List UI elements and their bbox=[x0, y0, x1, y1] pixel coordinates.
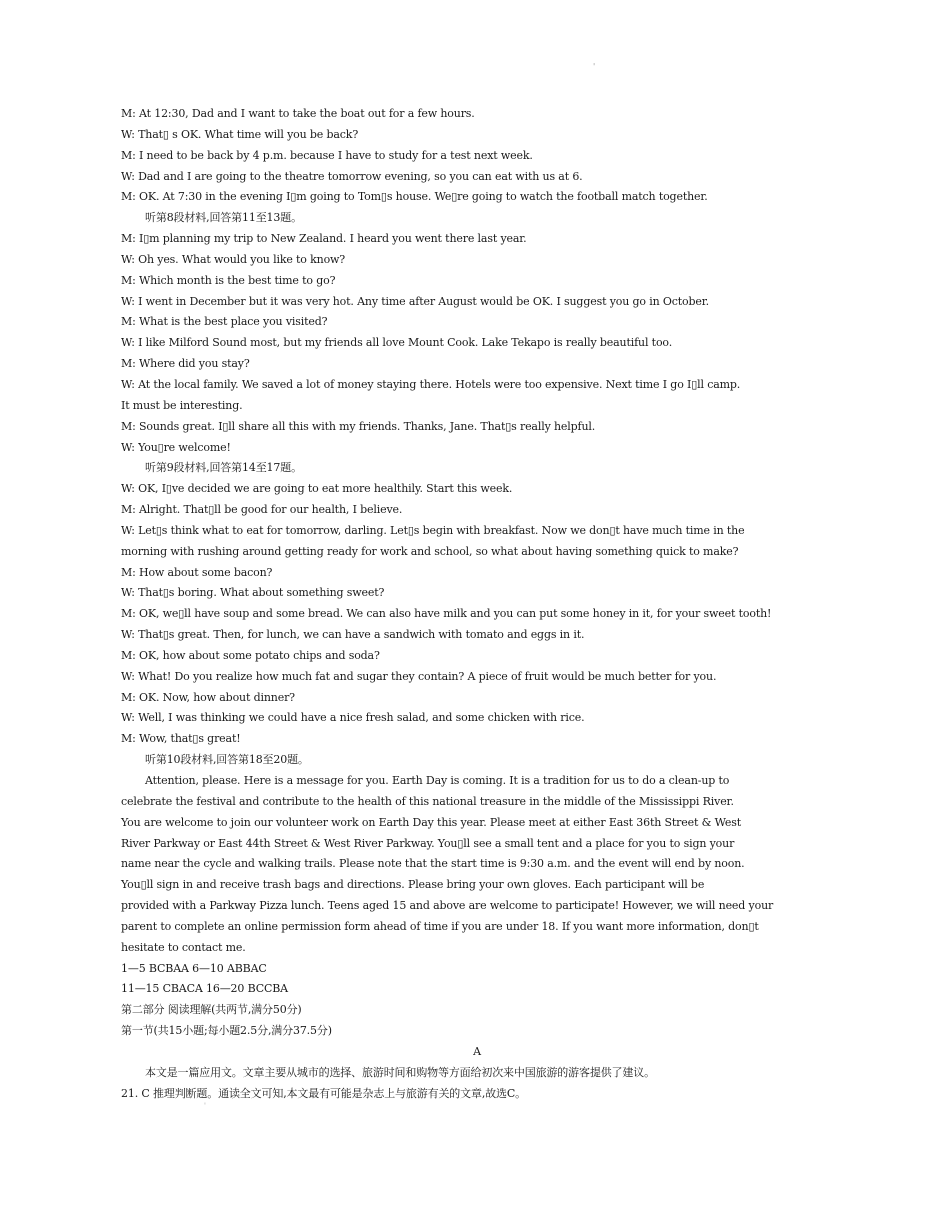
text-line: M: I need to be back by 4 p.m. because I have to study for a test next week. bbox=[121, 148, 533, 162]
text-line: M: At 12:30, Dad and I want to take the boat out for a few hours. bbox=[121, 107, 475, 120]
text-line: parent to complete an online permission form ahead of time if you are under 18. If you want more information, don▯t bbox=[121, 919, 759, 933]
text-line: 第一节(共15小题;每小题2.5分,满分37.5分) bbox=[121, 1024, 332, 1038]
scan-mark-top: ' bbox=[593, 62, 596, 71]
text-line: M: OK. At 7:30 in the evening I▯m going to Tom▯s house. We▯re going to watch the football match together. bbox=[121, 190, 708, 204]
text-line: M: Alright. That▯ll be good for our health, I believe. bbox=[121, 503, 403, 517]
text-line: M: I▯m planning my trip to New Zealand. I heard you went there last year. bbox=[121, 232, 527, 246]
text-line: W: Well, I was thinking we could have a nice fresh salad, and some chicken with rice. bbox=[121, 711, 585, 725]
text-line: 21. C 推理判断题。通读全文可知,本文最有可能是杂志上与旅游有关的文章,故选C。 bbox=[121, 1086, 527, 1100]
text-line: M: OK. Now, how about dinner? bbox=[121, 690, 295, 704]
text-line: W: Oh yes. What would you like to know? bbox=[121, 252, 346, 266]
text-line: W: That▯s great. Then, for lunch, we can have a sandwich with tomato and eggs in it. bbox=[121, 628, 585, 642]
text-line: provided with a Parkway Pizza lunch. Teens aged 15 and above are welcome to participate! However, we will need your bbox=[121, 899, 774, 913]
text-line: W: What! Do you realize how much fat and sugar they contain? A piece of fruit would be much better for you. bbox=[121, 669, 717, 683]
text-line: M: Where did you stay? bbox=[121, 357, 250, 371]
text-line: A bbox=[473, 1044, 481, 1058]
text-line: M: What is the best place you visited? bbox=[121, 315, 328, 329]
text-line: 第二部分 阅读理解(共两节,满分50分) bbox=[121, 1003, 302, 1017]
text-line: W: I like Milford Sound most, but my friends all love Mount Cook. Lake Tekapo is really beautiful too. bbox=[121, 336, 673, 350]
text-line: You are welcome to join our volunteer work on Earth Day this year. Please meet at either East 36th Street & West bbox=[121, 815, 741, 829]
text-line: W: OK, I▯ve decided we are going to eat more healthily. Start this week. bbox=[121, 482, 513, 496]
text-line: M: OK, we▯ll have soup and some bread. We can also have milk and you can put some honey in it, for your sweet tooth! bbox=[121, 607, 772, 621]
text-line: morning with rushing around getting ready for work and school, so what about having something quick to make? bbox=[121, 544, 739, 558]
text-line: 11—15 CBACA 16—20 BCCBA bbox=[121, 982, 288, 996]
text-line: W: At the local family. We saved a lot of money staying there. Hotels were too expensive. Next time I go I▯ll camp. bbox=[121, 377, 741, 391]
text-line: 1—5 BCBAA 6—10 ABBAC bbox=[121, 961, 267, 975]
text-line: W: You▯re welcome! bbox=[121, 440, 231, 454]
text-line: M: OK, how about some potato chips and soda? bbox=[121, 648, 380, 662]
text-line: W: Let▯s think what to eat for tomorrow, darling. Let▯s begin with breakfast. Now we don▯t have much time in the bbox=[121, 523, 745, 537]
text-line: M: Wow, that▯s great! bbox=[121, 732, 241, 746]
text-line: 听第8段材料,回答第11至13题。 bbox=[145, 211, 302, 225]
text-line: Attention, please. Here is a message for you. Earth Day is coming. It is a tradition for us to do a clean-up to bbox=[145, 774, 730, 787]
text-line: 听第9段材料,回答第14至17题。 bbox=[145, 461, 302, 475]
text-line: W: Dad and I are going to the theatre tomorrow evening, so you can eat with us at 6. bbox=[121, 169, 583, 183]
text-line: M: Sounds great. I▯ll share all this with my friends. Thanks, Jane. That▯s really helpful. bbox=[121, 419, 596, 433]
text-line: W: I went in December but it was very hot. Any time after August would be OK. I suggest you go in October. bbox=[121, 294, 709, 308]
text-line: River Parkway or East 44th Street & West River Parkway. You▯ll see a small tent and a place for you to sign your bbox=[121, 836, 735, 850]
text-line: 听第10段材料,回答第18至20题。 bbox=[145, 753, 309, 767]
document-body bbox=[121, 104, 833, 1105]
text-line: It must be interesting. bbox=[121, 398, 243, 412]
text-line: celebrate the festival and contribute to the health of this national treasure in the middle of the Mississippi River. bbox=[121, 794, 734, 808]
text-line: M: How about some bacon? bbox=[121, 565, 273, 579]
text-line: name near the cycle and walking trails. Please note that the start time is 9:30 a.m. and the event will end by noon. bbox=[121, 857, 745, 871]
text-line: hesitate to contact me. bbox=[121, 940, 246, 954]
text-line: W: That▯ s OK. What time will you be back? bbox=[121, 127, 359, 141]
text-line: 本文是一篇应用文。文章主要从城市的选择、旅游时间和购物等方面给初次来中国旅游的游客提供了建议。 bbox=[145, 1065, 655, 1079]
text-line: You▯ll sign in and receive trash bags and directions. Please bring your own gloves. Each participant will be bbox=[121, 878, 705, 892]
text-line: M: Which month is the best time to go? bbox=[121, 273, 336, 287]
text-line: W: That▯s boring. What about something sweet? bbox=[121, 586, 385, 600]
scan-mark-bottom: ' bbox=[204, 1102, 206, 1110]
